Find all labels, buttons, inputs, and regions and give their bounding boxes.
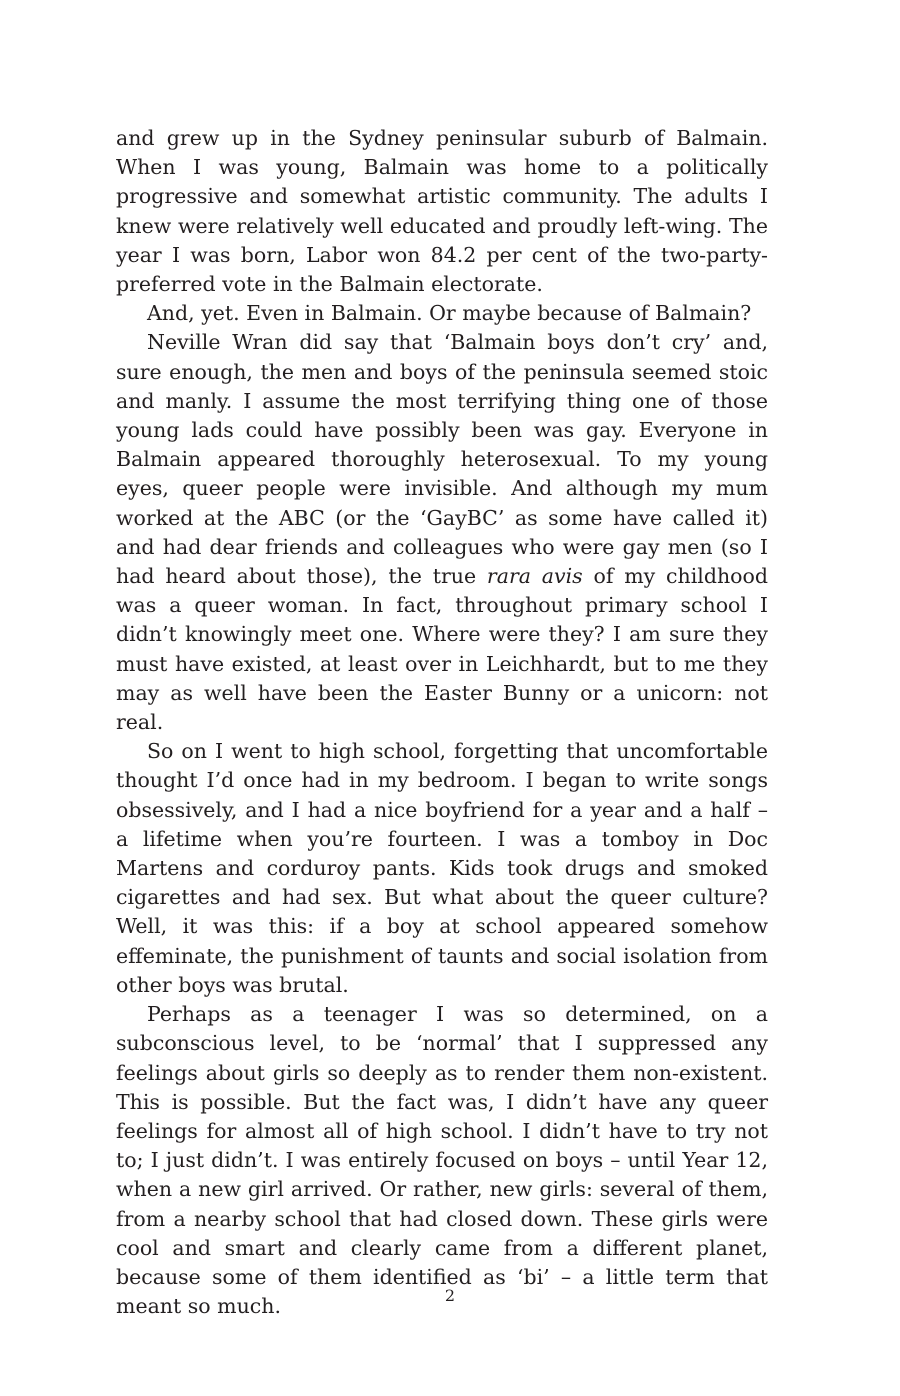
paragraph-3	[116, 328, 768, 737]
paragraph-3-text-before: Neville Wran did say that ‘Balmain boys don’t cry’ and, sure enough, the men and boys of the peninsula seemed stoic and manly. I assume the most terrifying thing one of those young lads could have possibly been was gay. Everyone in Balmain appeared thoroughly heterosexual. To my young eyes, queer people were invisible. And although my mum worked at the ABC (or the ‘GayBC’ as some have called it) and had dear friends and colleagues who were gay men (so I had heard about those), the true	[116, 330, 768, 589]
paragraph-4: So on I went to high school, forgetting that uncomfortable thought I’d once had in my bedroom. I began to write songs obsessively, and I had a nice boyfriend for a year and a half – a lifetime when you’re fourteen. I was a tomboy in Doc Martens and corduroy pants. Kids took drugs and smoked cigarettes and had sex. But what about the queer culture? Well, it was this: if a boy at school appeared somehow effeminate, the punishment of taunts and social isolation from other boys was brutal.	[116, 739, 768, 997]
paragraph-3-text-after: of my childhood was a queer woman. In fact, throughout primary school I didn’t knowingly meet one. Where were they? I am sure they must have existed, at least over in Leichhardt, but to me they may as well have been the Easter Bunny or a unicorn: not real.	[116, 564, 768, 735]
page-number: 2	[444, 1286, 456, 1305]
paragraph-2: And, yet. Even in Balmain. Or maybe because of Balmain?	[147, 301, 752, 326]
paragraph-5: Perhaps as a teenager I was so determined, on a subconscious level, to be ‘normal’ that I suppressed any feelings about girls so deeply as to render them non-existent. This is possible. But the fact was, I didn’t have any queer feelings for almost all of high school. I didn’t have to try not to; I just didn’t. I was entirely focused on boys – until Year 12, when a new girl arrived. Or rather, new girls: several of them, from a nearby school that had closed down. These girls were cool and smart and clearly came from a different planet, because some of them identified as ‘bi’ – a little term that meant so much.	[116, 1002, 768, 1319]
paragraph-3-italic-term: rara avis	[486, 564, 583, 589]
paragraph-1: and grew up in the Sydney peninsular suburb of Balmain. When I was young, Balmain was home to a politically progressive and somewhat artistic community. The adults I knew were relatively well educated and proudly left-wing. The year I was born, Labor won 84.2 per cent of the two-party-preferred vote in the Balmain electorate.	[116, 126, 768, 297]
page-body	[116, 124, 768, 1321]
